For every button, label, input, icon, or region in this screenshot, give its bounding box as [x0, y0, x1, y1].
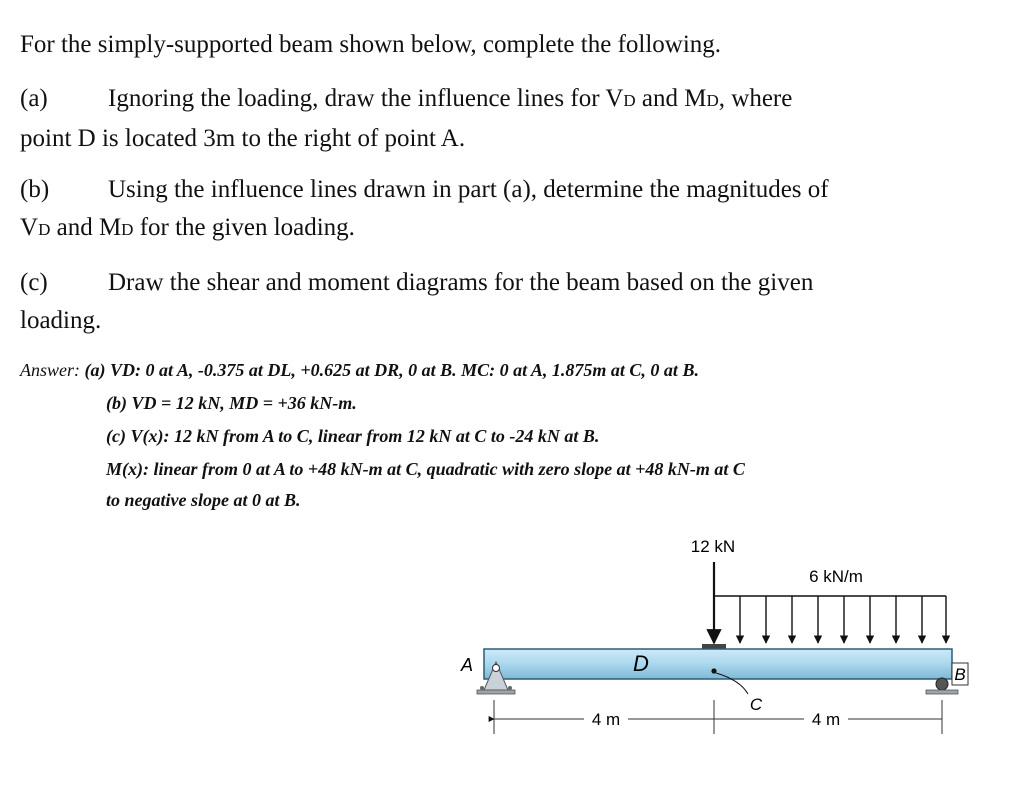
- label-c: C: [749, 695, 763, 714]
- dim-left-label: 4 m: [591, 710, 621, 729]
- part-b-tag: (b): [20, 176, 50, 203]
- label-b: B: [954, 665, 966, 684]
- part-c: (c) Draw the shear and moment diagrams for the beam based on the given loading.: [20, 264, 813, 340]
- answer-line-a: Answer: (a) VD: 0 at A, -0.375 at DL, +0.625 at DR, 0 at B. MC: 0 at A, 1.875m at C, 0 at B.: [20, 360, 699, 380]
- answer-label: Answer:: [20, 360, 80, 380]
- dim-right-label: 4 m: [811, 710, 841, 729]
- beam: [484, 649, 952, 679]
- dist-load-label: 6 kN/m: [809, 567, 863, 586]
- point-load-label: 12 kN: [690, 537, 736, 556]
- answer-line-c: (c) V(x): 12 kN from A to C, linear from 12 kN at C to -24 kN at B.: [106, 426, 600, 446]
- part-a: (a) Ignoring the loading, draw the influence lines for VD and MD, where point D is located 3m to the right of point A.: [20, 80, 792, 158]
- intro-text: For the simply-supported beam shown below, complete the following.: [20, 31, 722, 58]
- part-a-tag: (a): [20, 85, 48, 112]
- part-b: (b) Using the influence lines drawn in part (a), determine the magnitudes of VD and MD for the given loading.: [20, 171, 829, 249]
- dist-load-arrows: [740, 596, 946, 643]
- answer-line-m1: M(x): linear from 0 at A to +48 kN-m at C, quadratic with zero slope at +48 kN-m at C: [106, 459, 745, 479]
- label-a: A: [460, 655, 474, 675]
- dimension-lines: [494, 700, 942, 734]
- answer-line-m2: to negative slope at 0 at B.: [106, 490, 301, 510]
- answer-line-b: (b) VD = 12 kN, MD = +36 kN-m.: [106, 393, 357, 413]
- point-c-dot: [711, 668, 716, 673]
- part-c-tag: (c): [20, 269, 48, 296]
- label-d: D: [633, 651, 649, 676]
